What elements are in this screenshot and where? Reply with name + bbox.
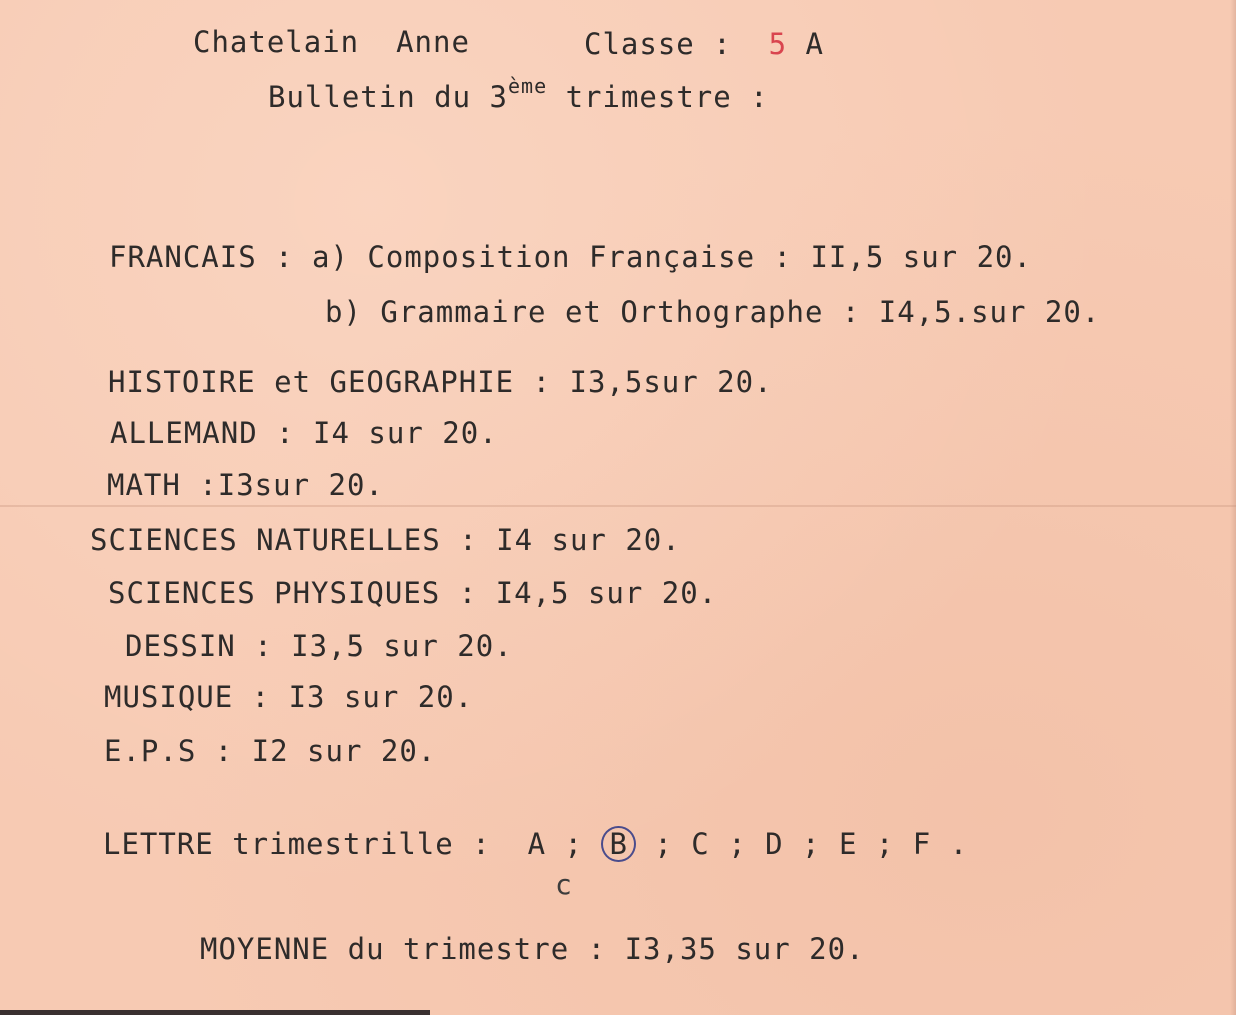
bulletin-prefix: Bulletin du 3 (268, 80, 508, 114)
bulletin-title (268, 74, 769, 117)
grade-sciences-naturelles: SCIENCES NATURELLES : I4 sur 20. (90, 523, 681, 557)
classe-number: 5 (768, 27, 788, 61)
grade-allemand: ALLEMAND : I4 sur 20. (110, 416, 498, 450)
bulletin-superscript: ème (507, 74, 548, 98)
grade-histoire: HISTOIRE et GEOGRAPHIE : I3,5sur 20. (108, 365, 773, 399)
grade-francais-b: b) Grammaire et Orthographe : I4,5.sur 20. (325, 295, 1101, 329)
handwritten-mark: c (555, 868, 572, 901)
classe-line (584, 27, 824, 61)
paper-edge (1230, 0, 1236, 1015)
moyenne-line: MOYENNE du trimestre : I3,35 sur 20. (200, 932, 865, 966)
paper-fold (0, 505, 1236, 507)
grade-eps: E.P.S : I2 sur 20. (104, 734, 437, 768)
bulletin-suffix: trimestre : (565, 80, 769, 114)
lettre-rest: ; C ; D ; E ; F . (654, 827, 969, 861)
classe-label: Classe : (584, 27, 732, 61)
paper-shadow (0, 1010, 430, 1015)
grade-sciences-physiques: SCIENCES PHYSIQUES : I4,5 sur 20. (108, 576, 718, 610)
student-name (193, 25, 470, 59)
lettre-label: LETTRE trimestrille : (103, 827, 491, 861)
lettre-line (103, 826, 968, 862)
classe-letter: A (805, 27, 825, 61)
student-surname: Chatelain (193, 25, 360, 59)
grade-dessin: DESSIN : I3,5 sur 20. (125, 629, 513, 663)
grade-francais-a: FRANCAIS : a) Composition Française : II,5 sur 20. (109, 240, 1032, 274)
student-firstname: Anne (396, 25, 470, 59)
lettre-b-circled: B (601, 826, 635, 862)
grade-math: MATH :I3sur 20. (107, 468, 384, 502)
lettre-a: A ; (527, 827, 583, 861)
grade-musique: MUSIQUE : I3 sur 20. (104, 680, 474, 714)
